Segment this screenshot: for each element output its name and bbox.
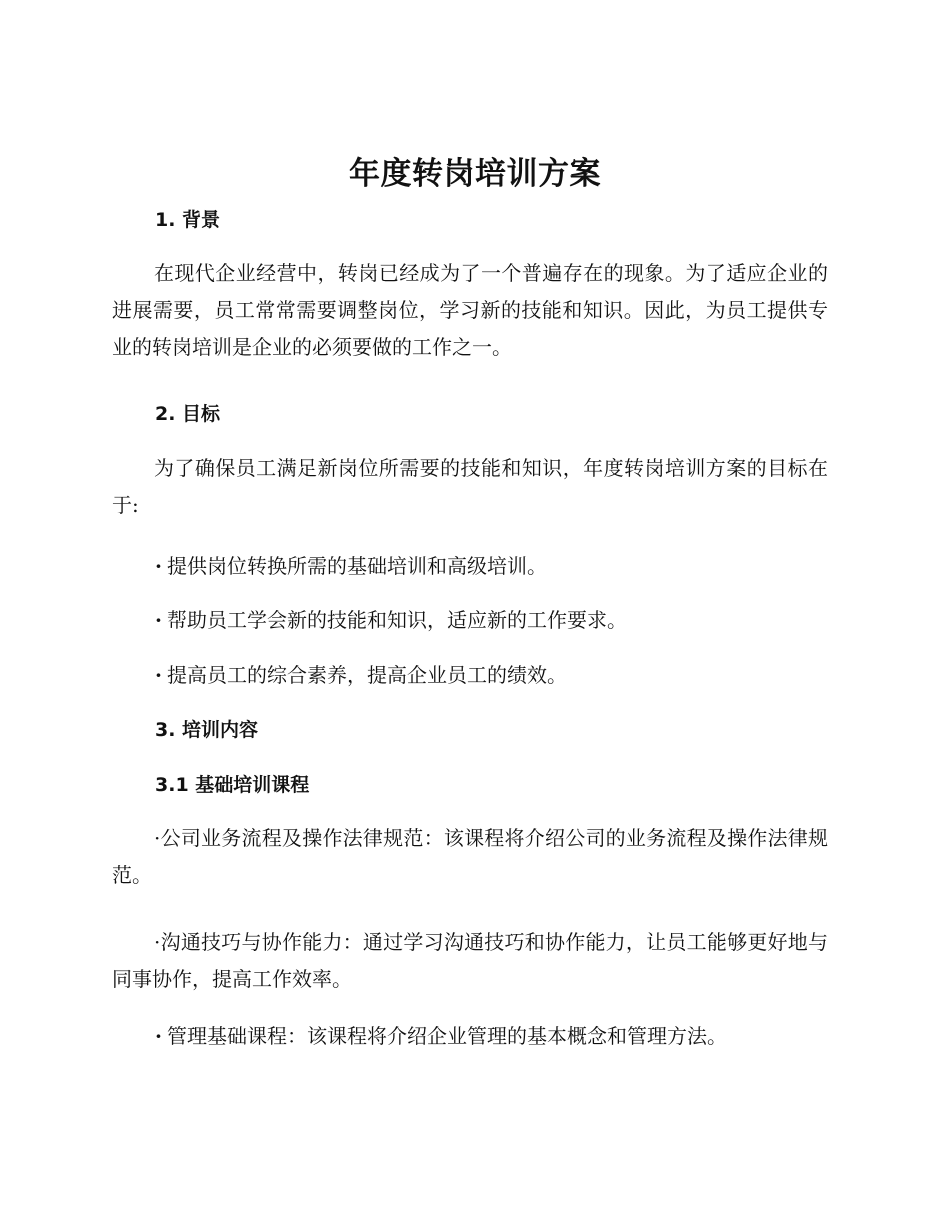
course-text: 公司业务流程及操作法律规范：该课程将介绍公司的业务流程及操作法律规范。 [112, 826, 828, 887]
bullet-dot: · [154, 930, 161, 954]
course-item [112, 924, 828, 998]
goal-bullet-text: 提高员工的综合素养，提高企业员工的绩效。 [167, 663, 567, 687]
section-heading-content: 3. 培训内容 [155, 719, 259, 741]
goal-bullet-text: 帮助员工学会新的技能和知识，适应新的工作要求。 [167, 608, 627, 632]
course-item [155, 1021, 828, 1051]
course-text: 沟通技巧与协作能力：通过学习沟通技巧和协作能力，让员工能够更好地与同事协作，提高工作效率。 [112, 930, 828, 991]
bullet-dot: · [155, 554, 162, 578]
course-text: 管理基础课程：该课程将介绍企业管理的基本概念和管理方法。 [167, 1024, 727, 1048]
section-heading-background: 1. 背景 [155, 209, 221, 231]
bullet-dot: · [155, 1024, 162, 1048]
subsection-heading-basic-courses: 3.1 基础培训课程 [155, 774, 310, 796]
goal-bullet-item [155, 605, 828, 635]
document-title: 年度转岗培训方案 [349, 156, 601, 192]
goal-bullet-item [155, 660, 828, 690]
bullet-dot: · [155, 663, 162, 687]
course-item [112, 820, 828, 894]
section-heading-goal: 2. 目标 [155, 403, 221, 425]
goal-bullet-item [155, 551, 828, 581]
background-paragraph: 在现代企业经营中，转岗已经成为了一个普遍存在的现象。为了适应企业的进展需要，员工常常需要调整岗位，学习新的技能和知识。因此，为员工提供专业的转岗培训是企业的必须要做的工作之一。 [112, 261, 828, 359]
bullet-dot: · [154, 826, 161, 850]
goal-bullet-text: 提供岗位转换所需的基础培训和高级培训。 [167, 554, 547, 578]
bullet-dot: · [155, 608, 162, 632]
goal-paragraph: 为了确保员工满足新岗位所需要的技能和知识，年度转岗培训方案的目标在于: [112, 456, 828, 517]
